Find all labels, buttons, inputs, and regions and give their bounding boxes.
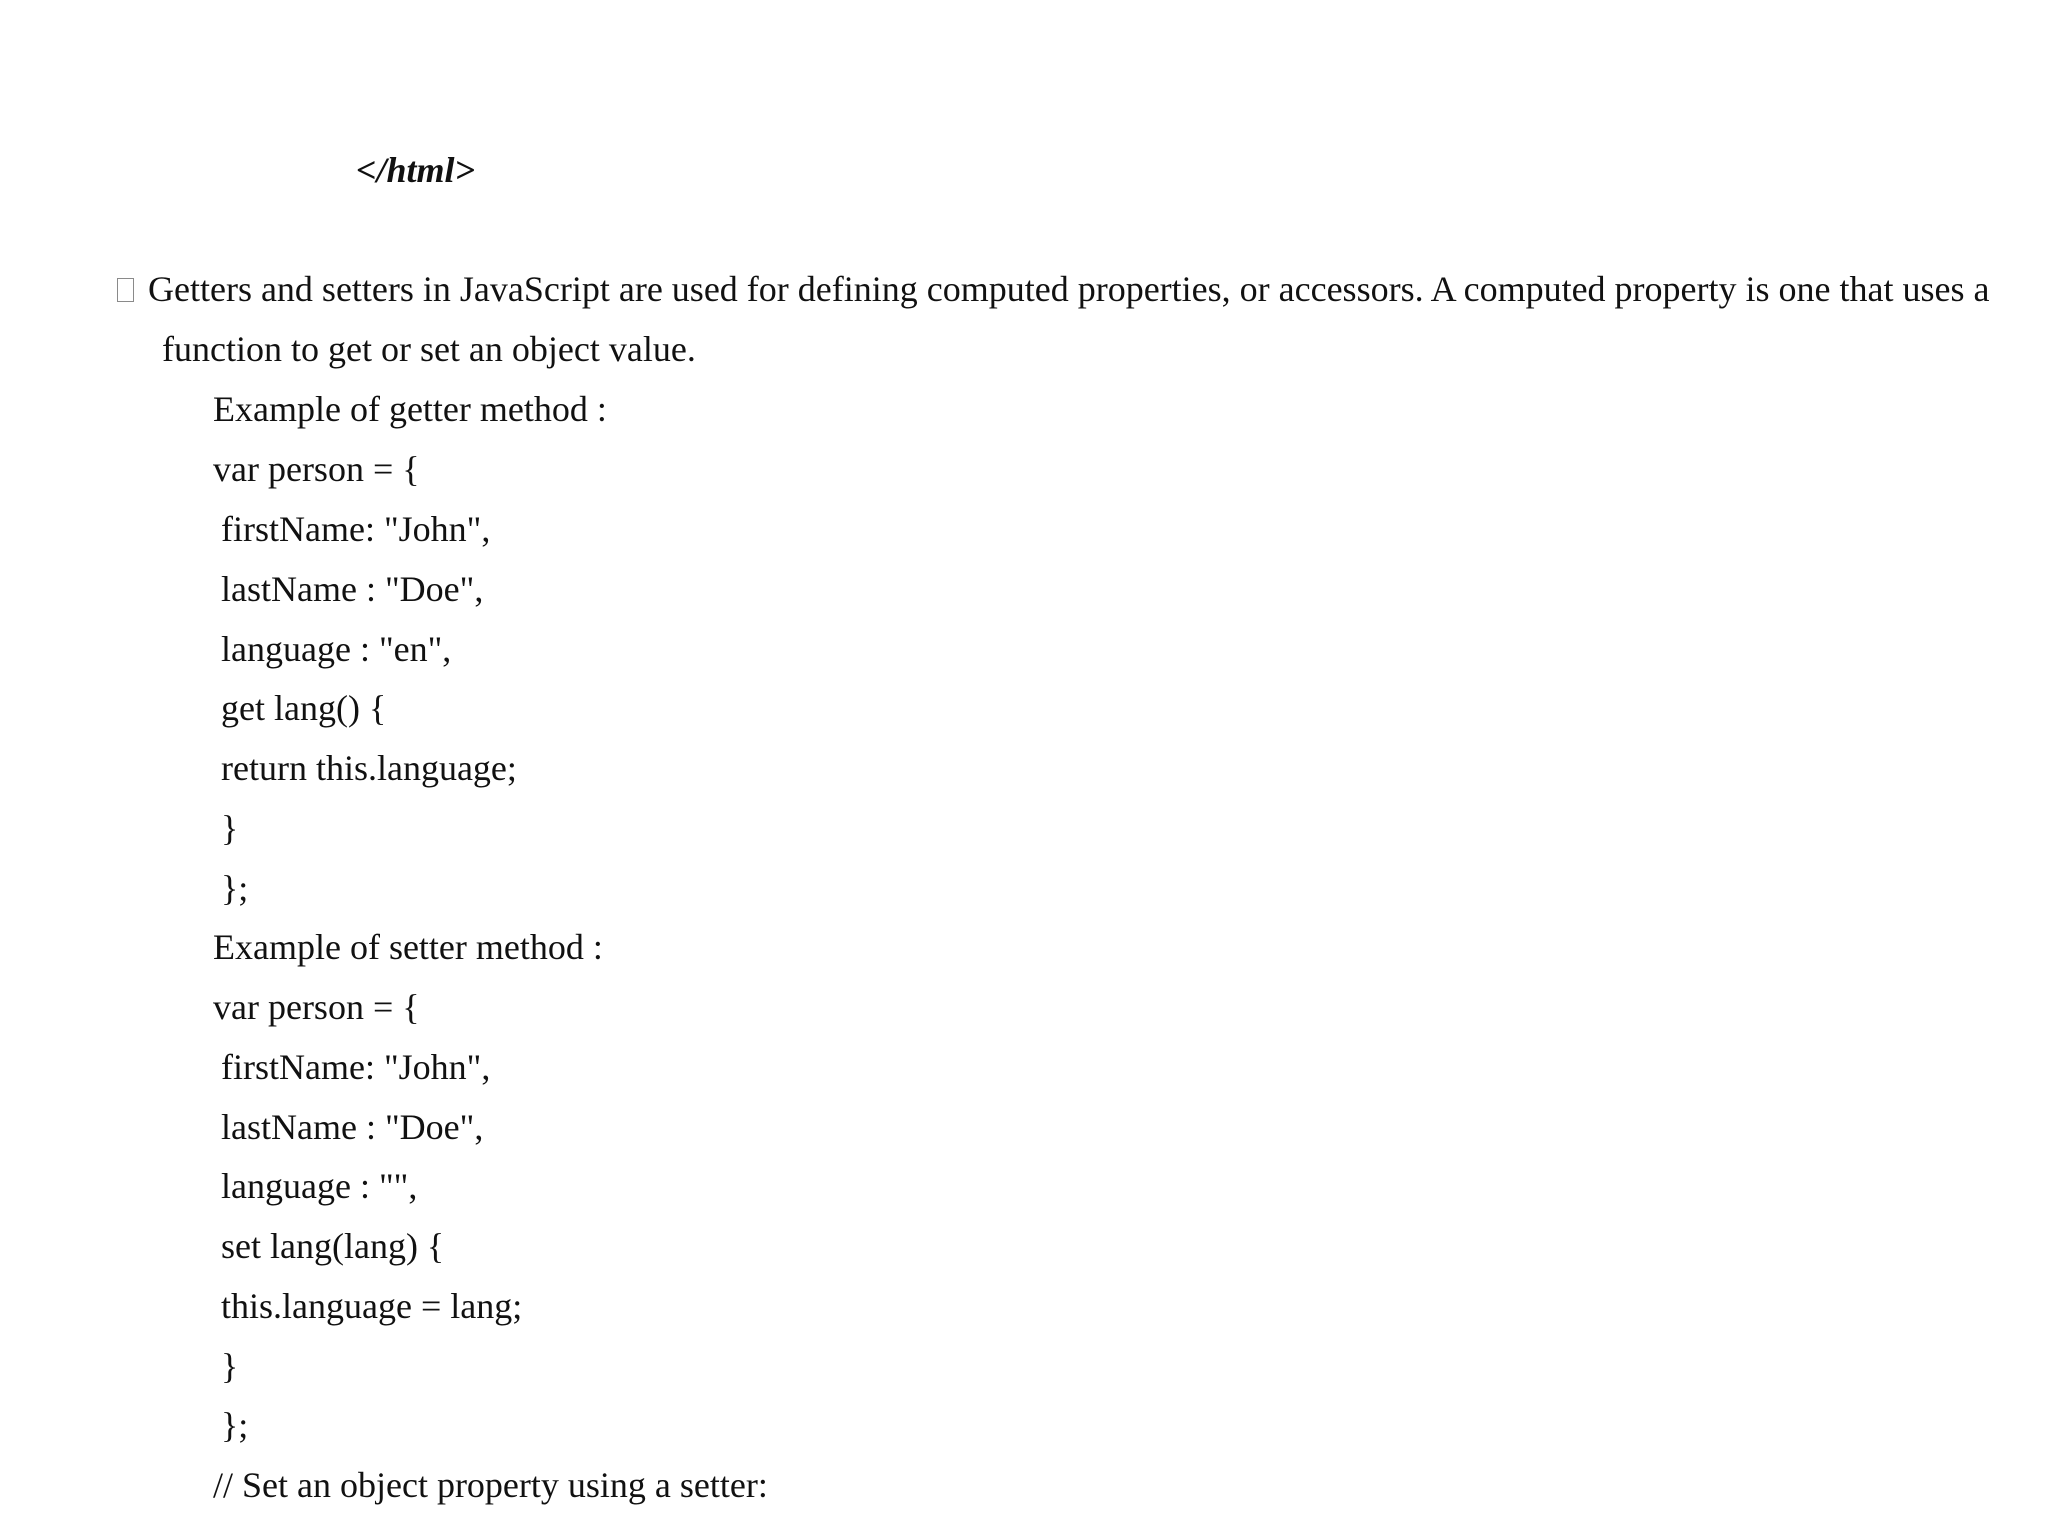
code-line: }	[221, 808, 239, 848]
paragraph-line-2: function to get or set an object value.	[162, 329, 696, 369]
code-line: lastName : "Doe",	[221, 569, 484, 609]
code-line: language : "",	[221, 1166, 418, 1206]
paragraph-line-1: Getters and setters in JavaScript are used for defining computed properties, or accessors. A computed property is one that uses a	[148, 269, 1990, 309]
code-comment: // Set an object property using a setter:	[213, 1465, 768, 1505]
getter-example-heading: Example of getter method :	[213, 389, 607, 429]
code-line: };	[221, 1405, 249, 1445]
code-line: }	[221, 1346, 239, 1386]
code-line: return this.language;	[221, 748, 517, 788]
code-line: lastName : "Doe",	[221, 1107, 484, 1147]
code-line: this.language = lang;	[221, 1286, 523, 1326]
setter-example-heading: Example of setter method :	[213, 927, 603, 967]
html-closing-tag: </html>	[356, 150, 476, 190]
code-line: language : "en",	[221, 629, 452, 669]
code-line: firstName: "John",	[221, 509, 491, 549]
code-line: get lang() {	[221, 688, 387, 728]
code-line: var person = {	[213, 987, 420, 1027]
code-line: };	[221, 868, 249, 908]
bullet-icon	[117, 278, 134, 302]
code-line: var person = {	[213, 449, 420, 489]
code-line: firstName: "John",	[221, 1047, 491, 1087]
code-line: set lang(lang) {	[221, 1226, 445, 1266]
